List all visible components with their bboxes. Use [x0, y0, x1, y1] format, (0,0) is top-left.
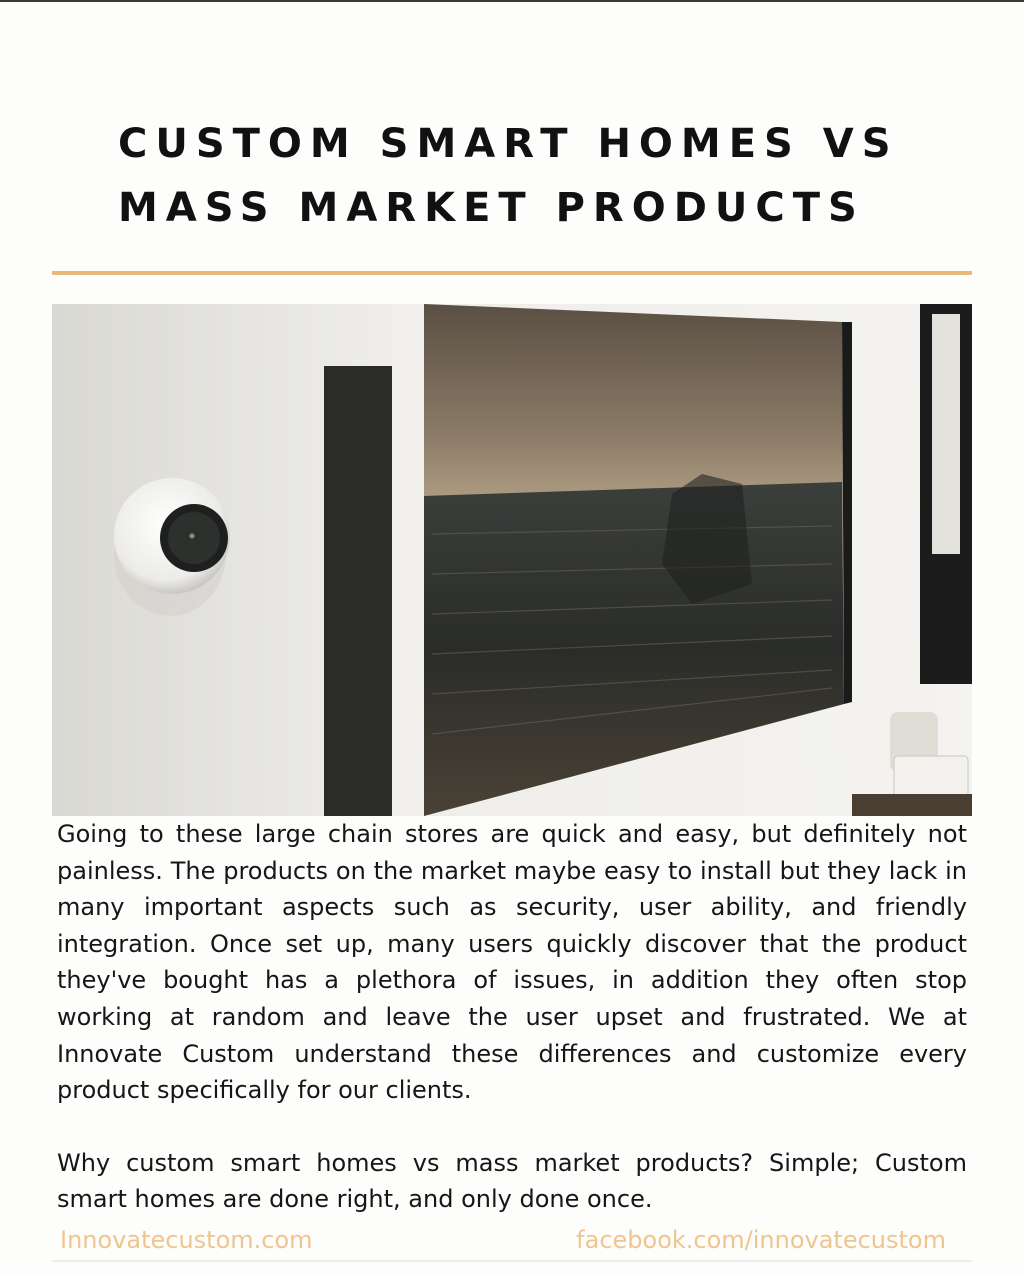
- accent-divider: [52, 271, 972, 275]
- hero-image: [52, 304, 972, 816]
- title-line-2: MASS MARKET PRODUCTS: [118, 185, 865, 231]
- title-line-1: CUSTOM SMART HOMES VS: [118, 121, 899, 167]
- footer: [52, 1224, 972, 1262]
- body-text: [57, 816, 967, 1218]
- website-link[interactable]: Innovatecustom.com: [60, 1226, 313, 1254]
- facebook-link[interactable]: facebook.com/innovatecustom: [576, 1226, 946, 1254]
- paragraph-2: Why custom smart homes vs mass market products? Simple; Custom smart homes are done right, and only done once.: [57, 1148, 967, 1214]
- paragraph-1: Going to these large chain stores are quick and easy, but definitely not painless. The products on the market maybe easy to install but they lack in many important aspects such as security, user ability, and friendly integration. Once set up, many users quickly discover that the product they've bought has a plethora of issues, in addition they often stop working at random and leave the user upset and frustrated. We at Innovate Custom understand these differences and customize every product specifically for our clients.: [57, 820, 967, 1105]
- page-title: [118, 112, 978, 240]
- top-border: [0, 0, 1024, 2]
